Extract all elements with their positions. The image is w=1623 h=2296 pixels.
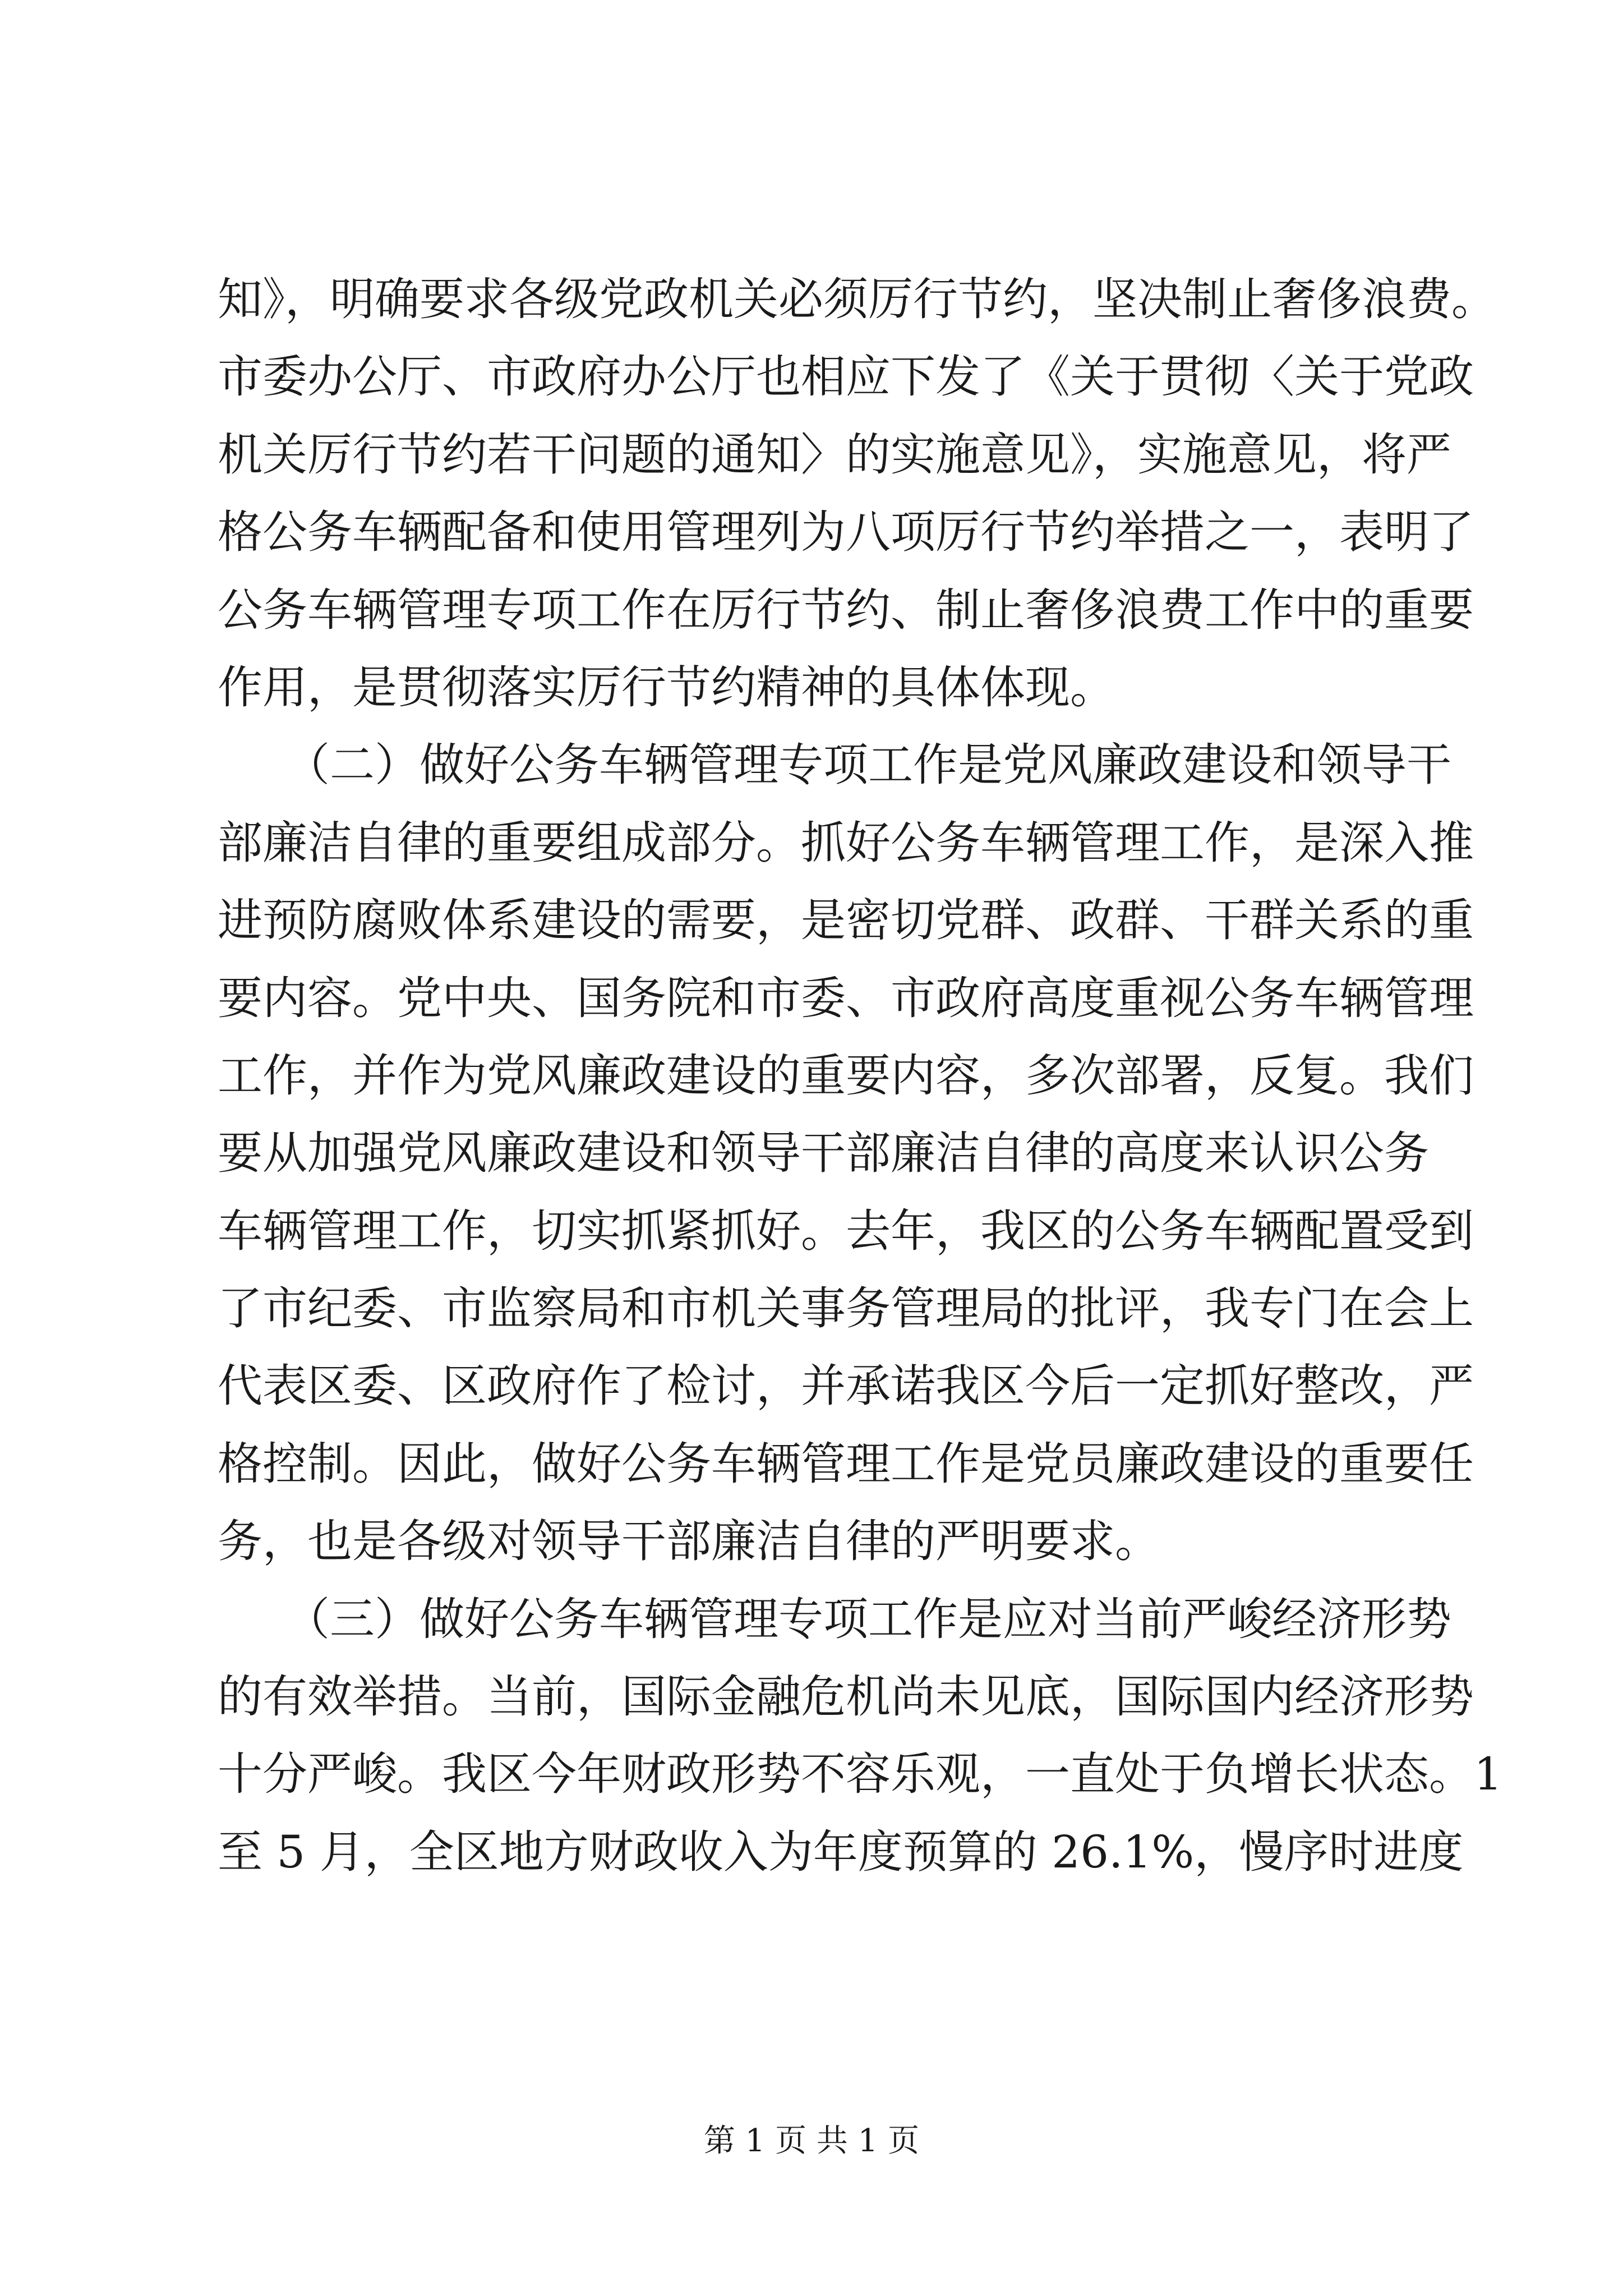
body-line: （三）做好公务车辆管理专项工作是应对当前严峻经济形势	[218, 1593, 1451, 1645]
body-line: 要内容。党中央、国务院和市委、市政府高度重视公务车辆管理	[218, 972, 1474, 1024]
body-line: 知》，明确要求各级党政机关必须厉行节约，坚决制止奢侈浪费。	[218, 273, 1496, 325]
body-line: 工作，并作为党风廉政建设的重要内容，多次部署，反复。我们	[218, 1049, 1474, 1102]
body-line: 务，也是各级对领导干部廉洁自律的严明要求。	[218, 1515, 1160, 1568]
body-line: 作用，是贯彻落实厉行节约精神的具体体现。	[218, 661, 1115, 714]
body-line: 市委办公厅、市政府办公厅也相应下发了《关于贯彻〈关于党政	[218, 351, 1474, 403]
body-line: 了市纪委、市监察局和市机关事务管理局的批评，我专门在会上	[218, 1282, 1474, 1335]
body-line: 进预防腐败体系建设的需要，是密切党群、政群、干群关系的重	[218, 894, 1474, 947]
body-line: 格公务车辆配备和使用管理列为八项厉行节约举措之一，表明了	[218, 506, 1474, 559]
body-line: 十分严峻。我区今年财政形势不容乐观，一直处于负增长状态。1	[218, 1748, 1502, 1801]
body-line: 至 5 月，全区地方财政收入为年度预算的 26.1%，慢序时进度	[218, 1825, 1464, 1878]
body-line: 代表区委、区政府作了检讨，并承诺我区今后一定抓好整改，严	[218, 1360, 1474, 1412]
body-line: 公务车辆管理专项工作在厉行节约、制止奢侈浪费工作中的重要	[218, 583, 1474, 636]
document-body	[218, 261, 1502, 1891]
page-number-label: 第 1 页 共 1 页	[703, 2123, 920, 2159]
body-line: 车辆管理工作，切实抓紧抓好。去年，我区的公务车辆配置受到	[218, 1204, 1474, 1257]
body-line: 要从加强党风廉政建设和领导干部廉洁自律的高度来认识公务	[218, 1127, 1429, 1180]
body-line: （二）做好公务车辆管理专项工作是党风廉政建设和领导干	[218, 739, 1451, 792]
body-line: 格控制。因此，做好公务车辆管理工作是党员廉政建设的重要任	[218, 1437, 1474, 1490]
body-line: 机关厉行节约若干问题的通知〉的实施意见》，实施意见，将严	[218, 428, 1451, 481]
body-line: 的有效举措。当前，国际金融危机尚未见底，国际国内经济形势	[218, 1671, 1474, 1723]
page-footer	[0, 2116, 1623, 2161]
body-line: 部廉洁自律的重要组成部分。抓好公务车辆管理工作，是深入推	[218, 816, 1474, 869]
